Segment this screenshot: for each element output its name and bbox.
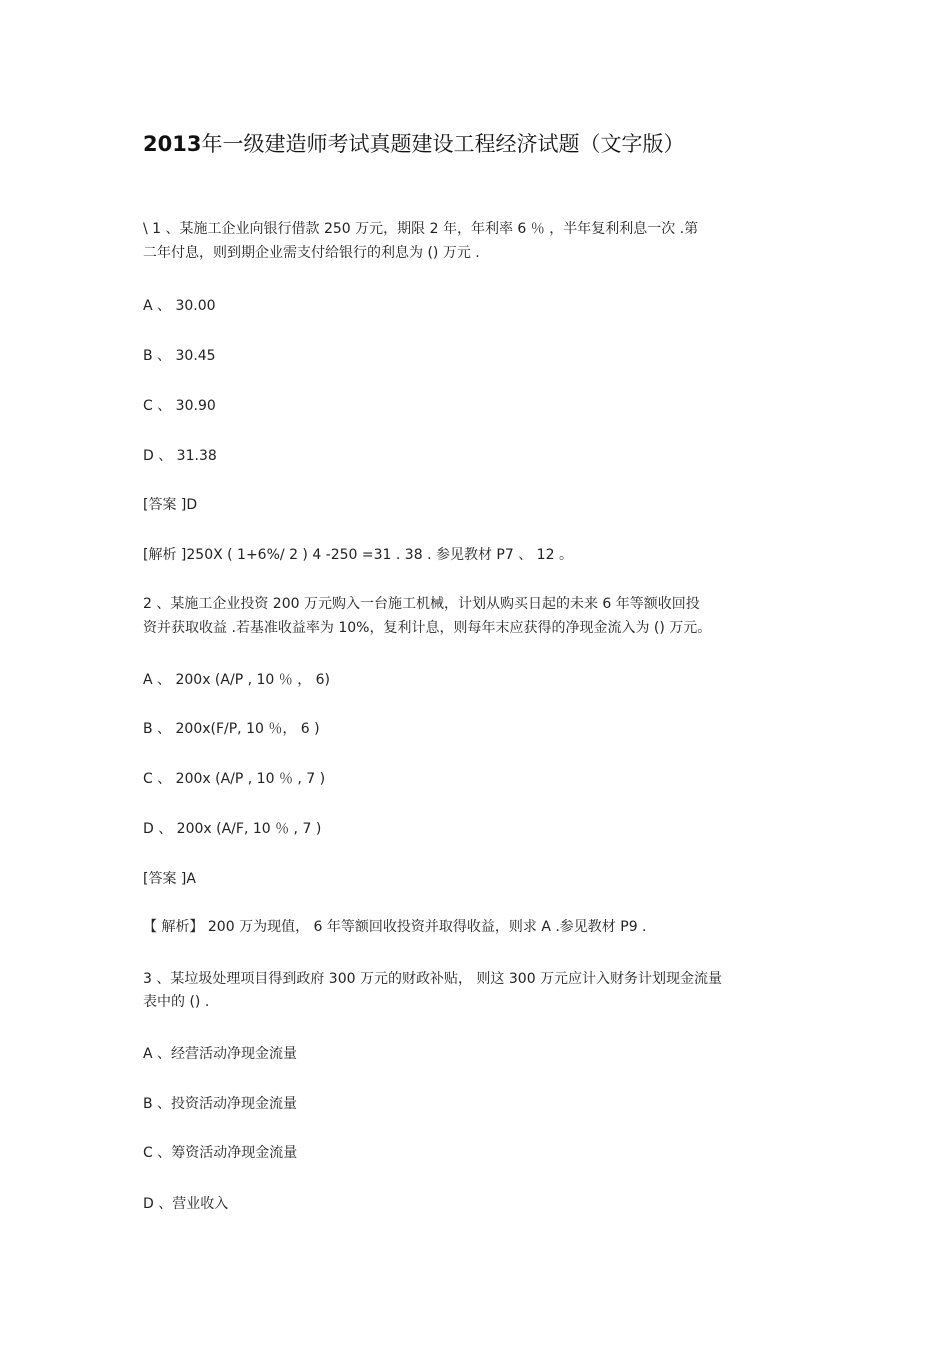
q1-option-c: C 、 30.90	[143, 398, 216, 414]
q3-option-b: B 、投资活动净现金流量	[143, 1096, 298, 1112]
document-title	[143, 128, 684, 160]
q2-stem-line2: 资并获取收益 .若基准收益率为 10%，复利计息，则每年末应获得的净现金流入为 () 万元。	[143, 620, 712, 636]
q1-option-a: A 、 30.00	[143, 298, 216, 314]
q1-answer: [答案 ]D	[143, 497, 198, 513]
q3-stem-line2: 表中的 () .	[143, 994, 210, 1010]
q1-stem-line2: 二年付息，则到期企业需支付给银行的利息为 () 万元 .	[143, 245, 480, 261]
title-text: 年一级建造师考试真题建设工程经济试题（文字版）	[201, 132, 685, 156]
title-year: 2013	[143, 132, 202, 156]
q1-option-b: B 、 30.45	[143, 348, 216, 364]
q3-stem-line1: 3 、某垃圾处理项目得到政府 300 万元的财政补贴， 则这 300 万元应计入财务计划现金流量	[143, 971, 723, 987]
q3-option-a: A 、经营活动净现金流量	[143, 1046, 298, 1062]
q2-option-b: B 、 200x(F/P, 10 ％， 6 )	[143, 721, 320, 737]
q1-stem-line1: \ 1 、某施工企业向银行借款 250 万元，期限 2 年，年利率 6 ％ ，半年复利利息一次 .第	[143, 221, 699, 237]
q3-option-c: C 、筹资活动净现金流量	[143, 1145, 298, 1161]
q2-option-a: A 、 200x (A/P , 10 ％ ， 6)	[143, 672, 331, 688]
q1-analysis: [解析 ]250X ( 1+6%/ 2 ) 4 -250 =31 . 38 . 参见教材 P7 、 12 。	[143, 547, 573, 563]
q2-option-d: D 、 200x (A/F, 10 ％ , 7 )	[143, 821, 322, 837]
q2-answer: [答案 ]A	[143, 871, 196, 887]
q2-option-c: C 、 200x (A/P , 10 ％ , 7 )	[143, 771, 326, 787]
q2-stem-line1: 2 、某施工企业投资 200 万元购入一台施工机械，计划从购买日起的未来 6 年等额收回投	[143, 596, 700, 612]
q1-option-d: D 、 31.38	[143, 448, 217, 464]
q3-option-d: D 、营业收入	[143, 1196, 229, 1212]
q2-analysis: 【 解析】 200 万为现值， 6 年等额回收投资并取得收益，则求 A .参见教材 P9 .	[143, 919, 647, 935]
